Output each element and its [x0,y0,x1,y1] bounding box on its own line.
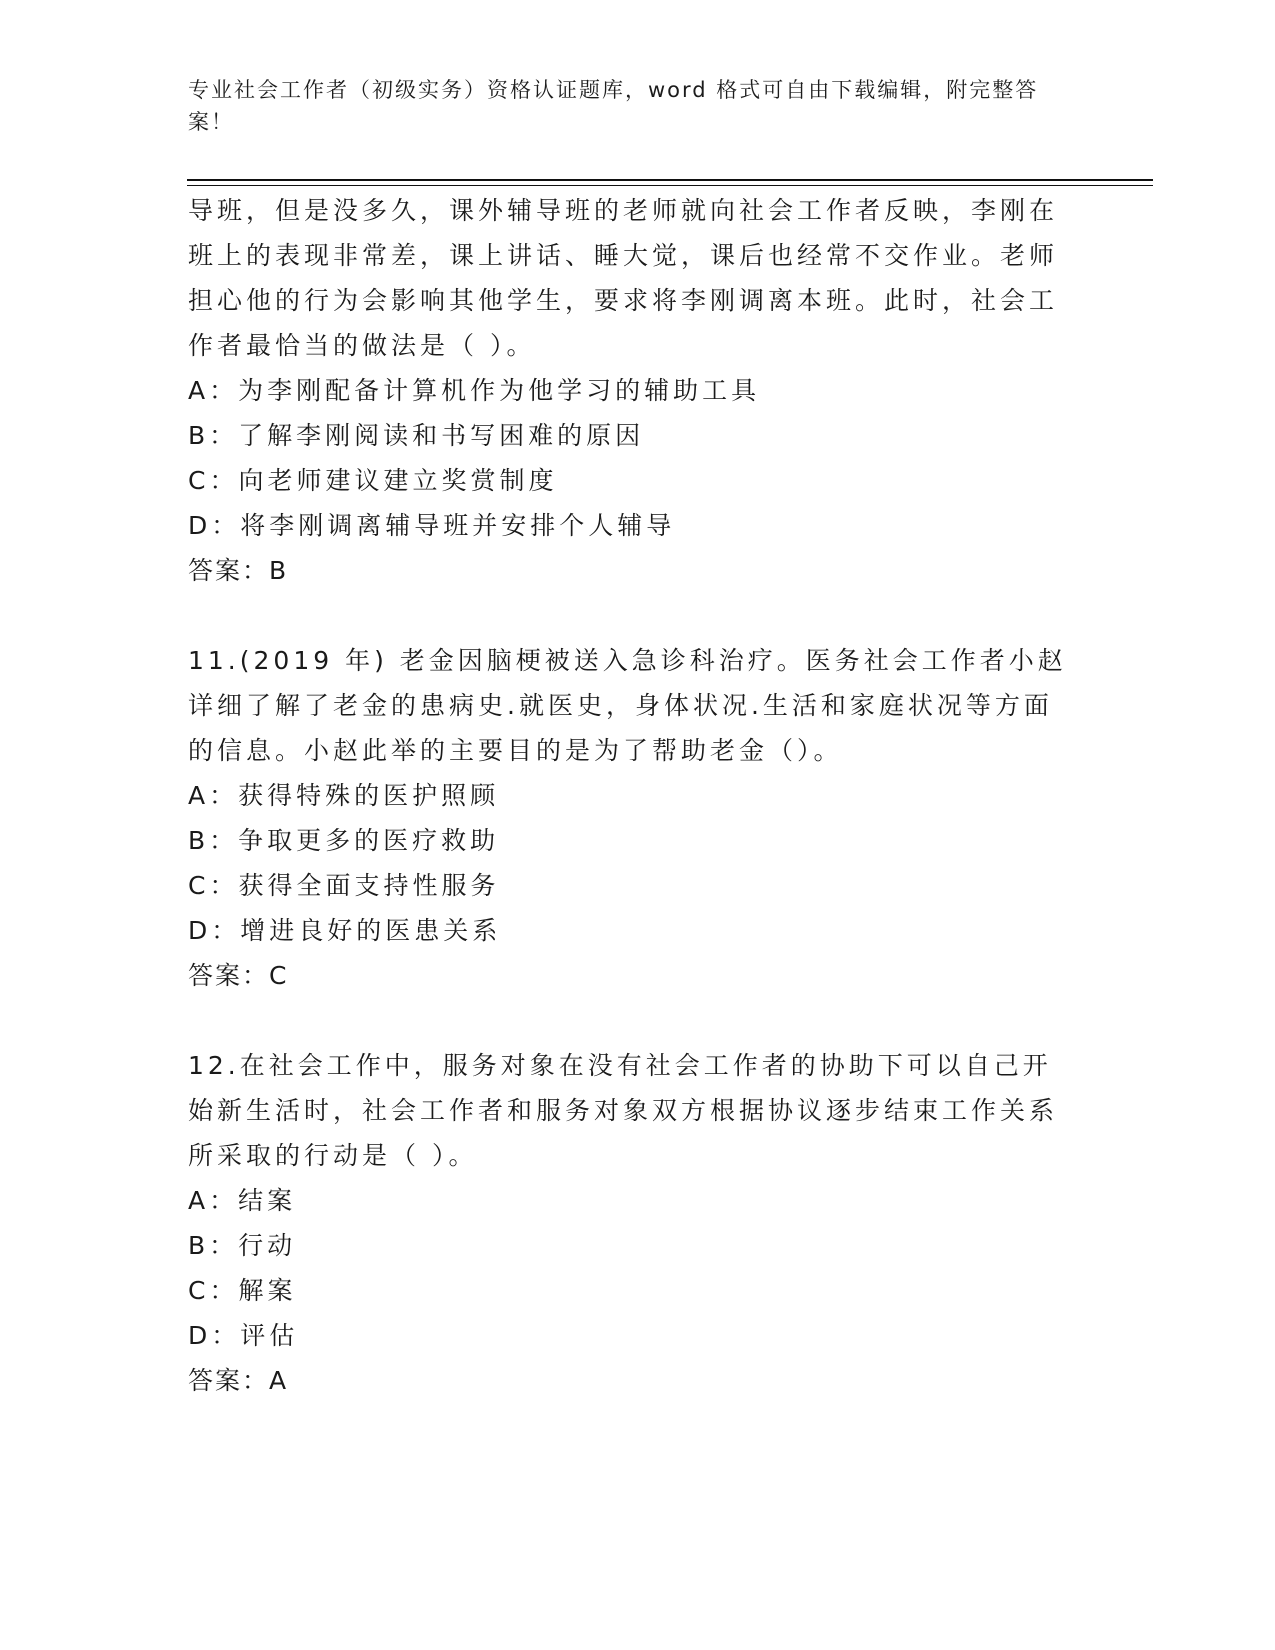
option-c: C：向老师建议建立奖赏制度 [188,466,558,495]
header-rule-thin [187,185,1153,186]
question-stem: 11.(2019 年) 老金因脑梗被送入急诊科治疗。医务社会工作者小赵详细了解了老金的患病史.就医史，身体状况.生活和家庭状况等方面的信息。小赵此举的主要目的是为了帮助老金（）。 [188,646,1067,765]
question-block [188,638,1068,998]
spacer [188,593,1068,638]
question-block [188,1043,1068,1403]
option-a: A：为李刚配备计算机作为他学习的辅助工具 [188,376,761,405]
question-stem: 导班，但是没多久，课外辅导班的老师就向社会工作者反映，李刚在班上的表现非常差，课上讲话、睡大觉，课后也经常不交作业。老师担心他的行为会影响其他学生，要求将李刚调离本班。此时，社会工作者最恰当的做法是（ ）。 [188,196,1059,360]
answer-line: 答案：A [188,1366,289,1395]
answer-line: 答案：B [188,556,289,585]
option-b: B：行动 [188,1231,297,1260]
option-b: B：争取更多的医疗救助 [188,826,500,855]
option-a: A：结案 [188,1186,297,1215]
spacer [188,998,1068,1043]
option-a: A：获得特殊的医护照顾 [188,781,500,810]
option-c: C：获得全面支持性服务 [188,871,500,900]
option-b: B：了解李刚阅读和书写困难的原因 [188,421,645,450]
page-header: 专业社会工作者（初级实务）资格认证题库，word 格式可自由下载编辑，附完整答案！ [188,78,1039,134]
document-body [188,188,1068,1403]
question-stem: 12.在社会工作中，服务对象在没有社会工作者的协助下可以自己开始新生活时，社会工作者和服务对象双方根据协议逐步结束工作关系所采取的行动是（ ）。 [188,1051,1059,1170]
option-d: D：将李刚调离辅导班并安排个人辅导 [188,511,676,540]
option-c: C：解案 [188,1276,297,1305]
option-d: D：评估 [188,1321,299,1350]
option-d: D：增进良好的医患关系 [188,916,502,945]
header-rule-thick [187,179,1153,181]
answer-line: 答案：C [188,961,289,990]
question-block [188,188,1068,593]
